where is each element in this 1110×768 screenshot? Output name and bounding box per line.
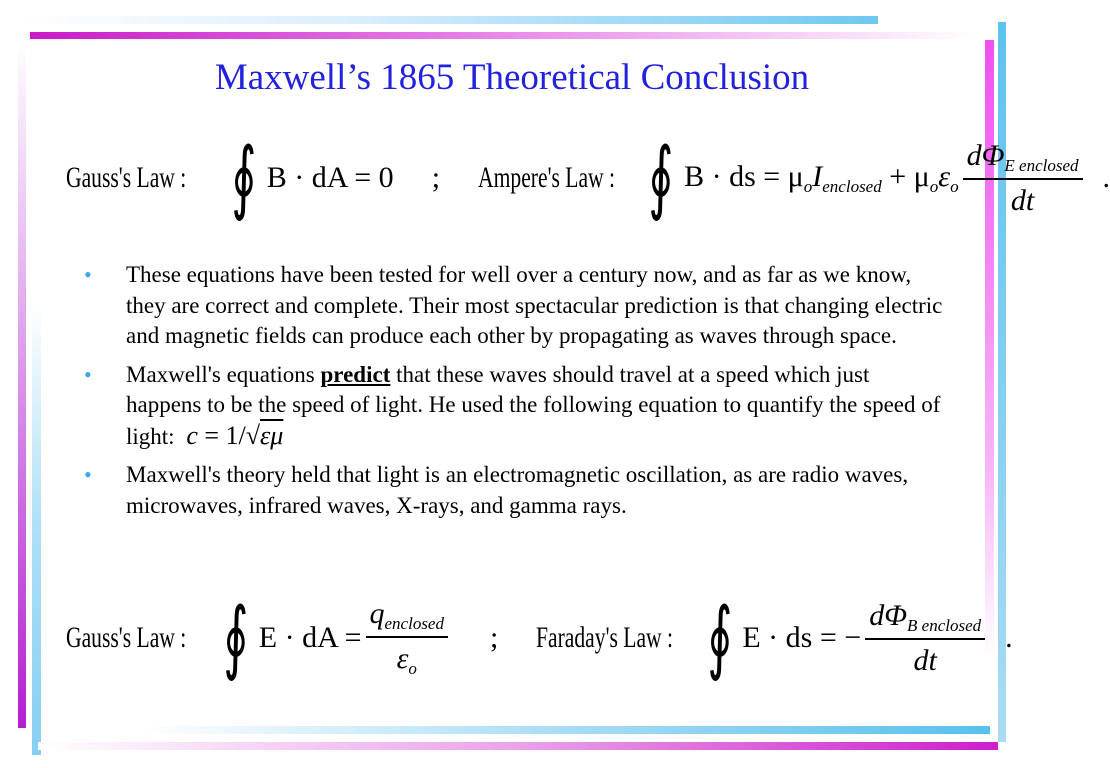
speed-of-light-formula: c = 1/√εμ: [186, 420, 284, 450]
bullet-item: • These equations have been tested for well over a century now, and as far as we know, they are correct and complete. Their most spectacular prediction is that changing electric and magnetic fields can produce each other by propagating as waves through space.: [84, 260, 944, 352]
gauss-law-label: Gauss's Law :: [66, 161, 187, 194]
predict-emphasis: predict: [320, 361, 391, 387]
ampere-law-label: Ampere's Law :: [478, 161, 616, 194]
decorative-bar-top: [18, 16, 878, 24]
gauss-electric-body: E · dA =: [258, 621, 362, 654]
faraday-law-label: Faraday's Law :: [536, 621, 674, 654]
faraday-body: E · ds = −: [742, 621, 862, 654]
equations-electric: [66, 578, 1013, 698]
decorative-bar-left-magenta: [18, 38, 26, 728]
equation-end-dot: .: [1102, 161, 1110, 194]
ampere-body: B · ds = $\mu_oI_{enclosed} + \mu_o\varepsilon_o$: [684, 159, 959, 196]
gauss-fraction: $\frac{q_{enclosed}}{\varepsilon_o}$: [366, 597, 448, 679]
gauss-magnetic-body: B · dA = 0: [266, 161, 394, 194]
decorative-bar-bottom-magenta: [38, 742, 998, 750]
closed-integral-icon: ∮: [231, 134, 257, 222]
closed-integral-icon: ∮: [648, 134, 674, 222]
equation-separator: ;: [431, 161, 441, 194]
slide-title: Maxwell’s 1865 Theoretical Conclusion: [214, 57, 810, 98]
decorative-bar-left-blue: [32, 300, 41, 755]
square-root-icon: √: [245, 420, 261, 450]
closed-integral-icon: ∮: [223, 594, 249, 682]
gauss-law-label: Gauss's Law :: [66, 621, 187, 654]
equations-magnetic: [66, 118, 1110, 238]
equation-end-dot: .: [1005, 621, 1013, 654]
ampere-fraction: $\frac{d\Phi_{E enclosed}}{dt}$: [963, 139, 1083, 218]
faraday-fraction: $\frac{d\Phi_{B enclosed}}{dt}$: [865, 599, 985, 678]
bullet-list: [84, 260, 944, 529]
decorative-bar-bottom-blue: [140, 726, 990, 734]
closed-integral-icon: ∮: [707, 594, 733, 682]
bullet-item: • Maxwell's theory held that light is an electromagnetic oscillation, as are radio waves, microwaves, infrared waves, X-rays, and gamma rays.: [84, 460, 944, 521]
bullet-item: • Maxwell's equations predict that these waves should travel at a speed which just happens to be the speed of light. He used the following equation to quantify the speed of light: c = 1/√εμ: [84, 360, 944, 453]
equation-separator: ;: [489, 621, 499, 654]
decorative-bar-top-magenta: [30, 32, 980, 39]
